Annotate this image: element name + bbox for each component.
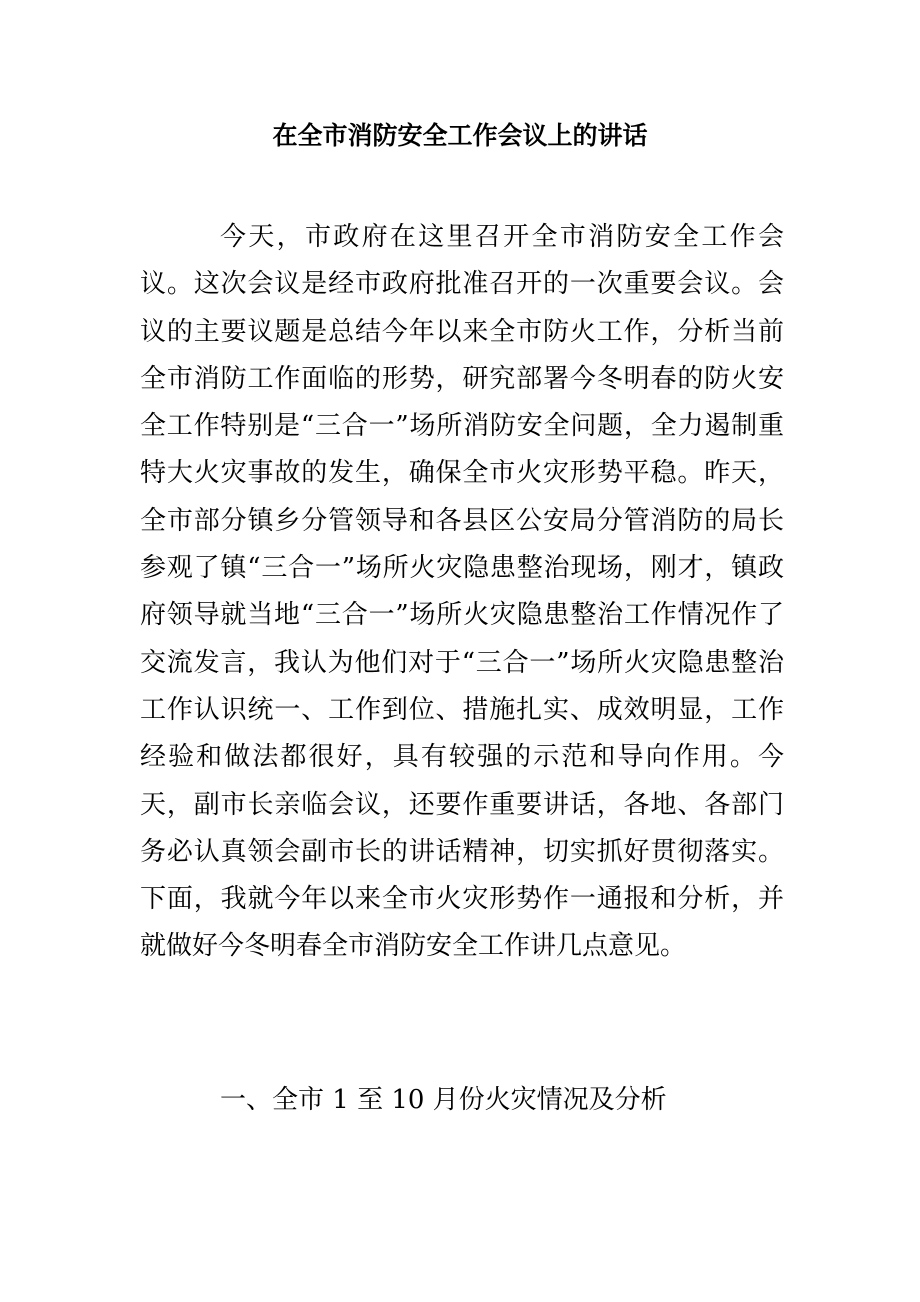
section-heading: 一、全市 1 至 10 月份火灾情况及分析 xyxy=(220,1085,667,1115)
document-title: 在全市消防安全工作会议上的讲话 xyxy=(272,121,648,150)
body-paragraph: 今天，市政府在这里召开全市消防安全工作会议。这次会议是经市政府批准召开的一次重要会议。会议的主要议题是总结今年以来全市防火工作，分析当前全市消防工作面临的形势，研究部署今冬明春的防火安全工作特别是“三合一”场所消防安全问题，全力遏制重特大火灾事故的发生，确保全市火灾形势平稳。昨天，全市部分镇乡分管领导和各县区公安局分管消防的局长参观了镇“三合一”场所火灾隐患整治现场，刚才，镇政府领导就当地“三合一”场所火灾隐患整治工作情况作了交流发言，我认为他们对于“三合一”场所火灾隐患整治工作认识统一、工作到位、措施扎实、成效明显，工作经验和做法都很好，具有较强的示范和导向作用。今天，副市长亲临会议，还要作重要讲话，各地、各部门务必认真领会副市长的讲话精神，切实抓好贯彻落实。下面，我就今年以来全市火灾形势作一通报和分析，并就做好今冬明春全市消防安全工作讲几点意见。 xyxy=(140,222,784,962)
